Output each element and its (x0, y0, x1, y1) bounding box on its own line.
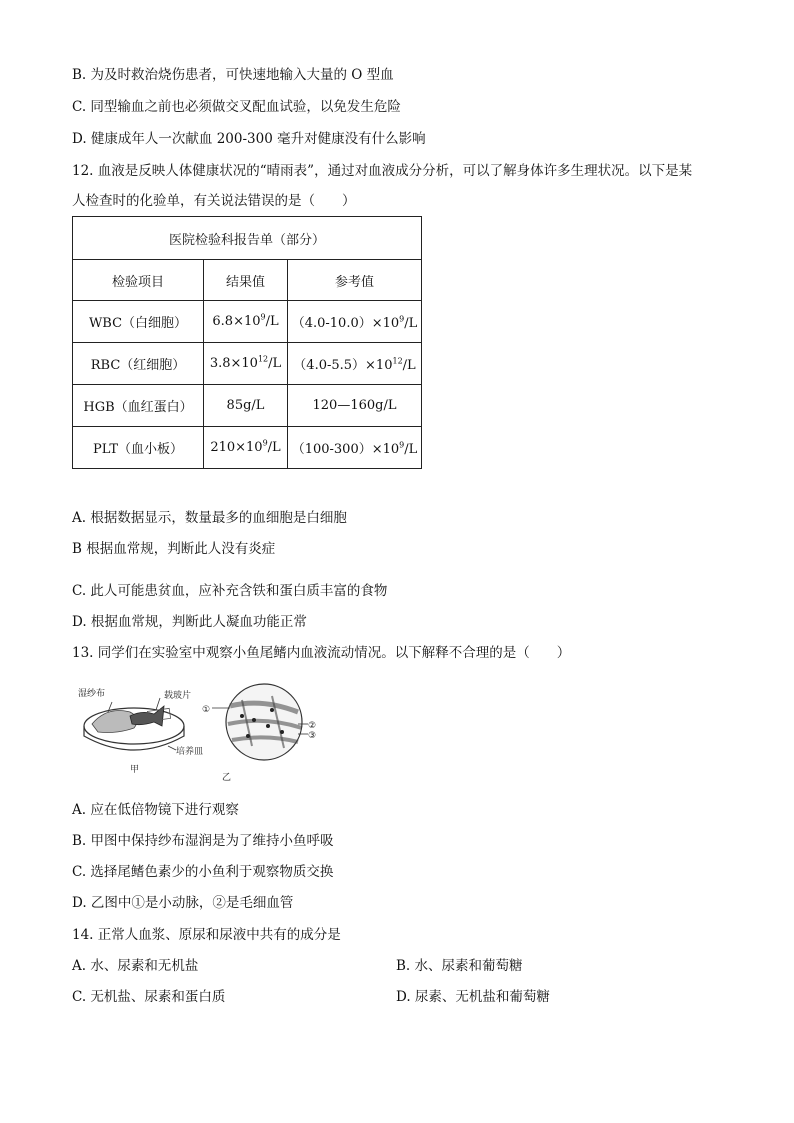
label-jia: 甲 (130, 765, 140, 775)
fish-tail-diagram (72, 676, 332, 786)
cell-item: PLT（血小板） (73, 427, 204, 469)
q13-option-b: B. 甲图中保持纱布湿润是为了维持小鱼呼吸 (72, 833, 334, 849)
q14-option-b: B. 水、尿素和葡萄糖 (396, 958, 523, 974)
q13-option-c: C. 选择尾鳍色素少的小鱼利于观察物质交换 (72, 864, 334, 880)
q14-option-a: A. 水、尿素和无机盐 (72, 958, 199, 974)
cell-reference: 120—160g/L (288, 385, 422, 427)
q11-option-b: B. 为及时救治烧伤患者，可快速地输入大量的 O 型血 (72, 67, 394, 83)
report-table-title: 医院检验科报告单（部分） (73, 217, 422, 260)
q14-option-c: C. 无机盐、尿素和蛋白质 (72, 989, 226, 1005)
cell-item: HGB（血红蛋白） (73, 385, 204, 427)
table-row (73, 385, 422, 427)
table-row (73, 301, 422, 343)
table-row (73, 343, 422, 385)
cell-result: $3.8\times 10^{12}/L$ (204, 343, 288, 385)
q11-option-c: C. 同型输血之前也必须做交叉配血试验，以免发生危险 (72, 99, 401, 115)
table-row (73, 427, 422, 469)
cell-result: 85g/L (204, 385, 288, 427)
cell-result: $6.8\times 10^9/L$ (204, 301, 288, 343)
q13-stem: 13. 同学们在实验室中观察小鱼尾鳍内血液流动情况。以下解释不合理的是（ ） (72, 645, 571, 661)
q14-stem: 14. 正常人血浆、原尿和尿液中共有的成分是 (72, 927, 341, 943)
label-mark-2: ② (308, 721, 317, 731)
label-petri-dish: 培养皿 (176, 747, 204, 757)
report-table (72, 216, 422, 469)
q13-option-d: D. 乙图中①是小动脉，②是毛细血管 (72, 895, 294, 911)
q12-option-b: B 根据血常规，判断此人没有炎症 (72, 541, 276, 557)
label-wet-cloth: 湿纱布 (78, 689, 106, 699)
microscope-field-illustration (202, 684, 316, 783)
cell-item: WBC（白细胞） (73, 301, 204, 343)
label-mark-3: ③ (308, 731, 317, 741)
q12-option-d: D. 根据血常规，判断此人凝血功能正常 (72, 614, 307, 630)
q12-option-c: C. 此人可能患贫血，应补充含铁和蛋白质丰富的食物 (72, 583, 388, 599)
label-slide: 载玻片 (164, 691, 192, 701)
label-mark-1: ① (202, 705, 211, 715)
q12-stem-line2: 人检查时的化验单，有关说法错误的是（ ） (72, 193, 356, 209)
label-yi: 乙 (222, 773, 232, 783)
q14-option-d: D. 尿素、无机盐和葡萄糖 (396, 989, 550, 1005)
cell-item: RBC（红细胞） (73, 343, 204, 385)
cell-result: $210\times 10^9/L$ (204, 427, 288, 469)
q11-option-d: D. 健康成年人一次献血 200-300 毫升对健康没有什么影响 (72, 131, 426, 147)
q12-stem-line1: 12. 血液是反映人体健康状况的“晴雨表”，通过对血液成分分析，可以了解身体许多生理状况。以下是某 (72, 163, 693, 179)
header-result: 结果值 (204, 260, 288, 301)
cell-reference: $(4.0-5.5)\times 10^{12}/L$ (288, 343, 422, 385)
header-item: 检验项目 (73, 260, 204, 301)
q12-option-a: A. 根据数据显示，数量最多的血细胞是白细胞 (72, 510, 347, 526)
fish-tail-figure (72, 676, 332, 786)
petri-dish-illustration (78, 687, 203, 775)
cell-reference: $(4.0-10.0)\times 10^9/L$ (288, 301, 422, 343)
cell-reference: $(100-300)\times 10^9/L$ (288, 427, 422, 469)
q13-option-a: A. 应在低倍物镜下进行观察 (72, 802, 239, 818)
header-reference: 参考值 (288, 260, 422, 301)
